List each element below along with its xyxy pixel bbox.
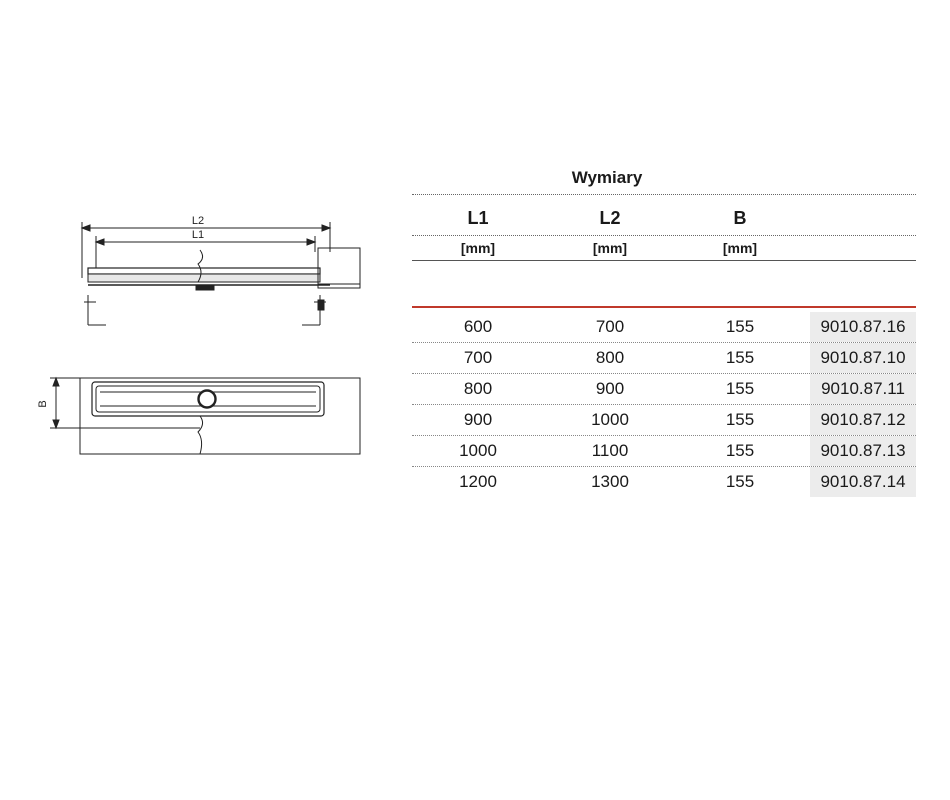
side-view bbox=[84, 248, 360, 325]
cell-l2: 1100 bbox=[591, 441, 629, 460]
top-view bbox=[80, 378, 360, 454]
divider bbox=[412, 235, 916, 236]
cell-b: 155 bbox=[725, 441, 755, 460]
accent-rule bbox=[412, 306, 916, 308]
table-row bbox=[412, 467, 916, 497]
cell-l1: 800 bbox=[463, 379, 493, 398]
technical-drawing bbox=[0, 0, 400, 500]
cell-b: 155 bbox=[725, 472, 755, 491]
cell-b: 155 bbox=[725, 410, 755, 429]
table-title: Wymiary bbox=[571, 168, 643, 187]
header-l1: L1 bbox=[467, 208, 489, 228]
unit-l1: [mm] bbox=[460, 240, 496, 256]
header-rule bbox=[412, 260, 916, 261]
table-row bbox=[412, 374, 916, 405]
cell-b: 155 bbox=[725, 317, 755, 336]
cell-l1: 700 bbox=[463, 348, 493, 367]
cell-article-number: 9010.87.13 bbox=[810, 436, 916, 466]
table-row bbox=[412, 405, 916, 436]
divider bbox=[412, 194, 916, 195]
cell-l1: 1000 bbox=[459, 441, 497, 460]
header-l2: L2 bbox=[599, 208, 621, 228]
cell-b: 155 bbox=[725, 348, 755, 367]
cell-article-number: 9010.87.11 bbox=[810, 374, 916, 404]
cell-article-number: 9010.87.16 bbox=[810, 312, 916, 342]
header-b: B bbox=[733, 208, 747, 228]
table-row bbox=[412, 343, 916, 374]
label-l1: L1 bbox=[191, 229, 205, 241]
cell-l1: 900 bbox=[463, 410, 493, 429]
cell-l1: 1200 bbox=[459, 472, 497, 491]
cell-article-number: 9010.87.14 bbox=[810, 467, 916, 497]
unit-b: [mm] bbox=[722, 240, 758, 256]
cell-l2: 1300 bbox=[591, 472, 629, 491]
label-b: B bbox=[37, 400, 49, 408]
dimension-l1 bbox=[96, 236, 315, 268]
table-row bbox=[412, 436, 916, 467]
cell-l1: 600 bbox=[463, 317, 493, 336]
cell-article-number: 9010.87.10 bbox=[810, 343, 916, 373]
dimension-b bbox=[50, 378, 80, 428]
label-l2: L2 bbox=[191, 215, 205, 227]
unit-l2: [mm] bbox=[592, 240, 628, 256]
cell-l2: 900 bbox=[595, 379, 625, 398]
cell-article-number: 9010.87.12 bbox=[810, 405, 916, 435]
cell-l2: 1000 bbox=[591, 410, 629, 429]
cell-l2: 800 bbox=[595, 348, 625, 367]
cell-b: 155 bbox=[725, 379, 755, 398]
cell-l2: 700 bbox=[595, 317, 625, 336]
dimension-l2 bbox=[82, 222, 330, 278]
table-row bbox=[412, 312, 916, 343]
